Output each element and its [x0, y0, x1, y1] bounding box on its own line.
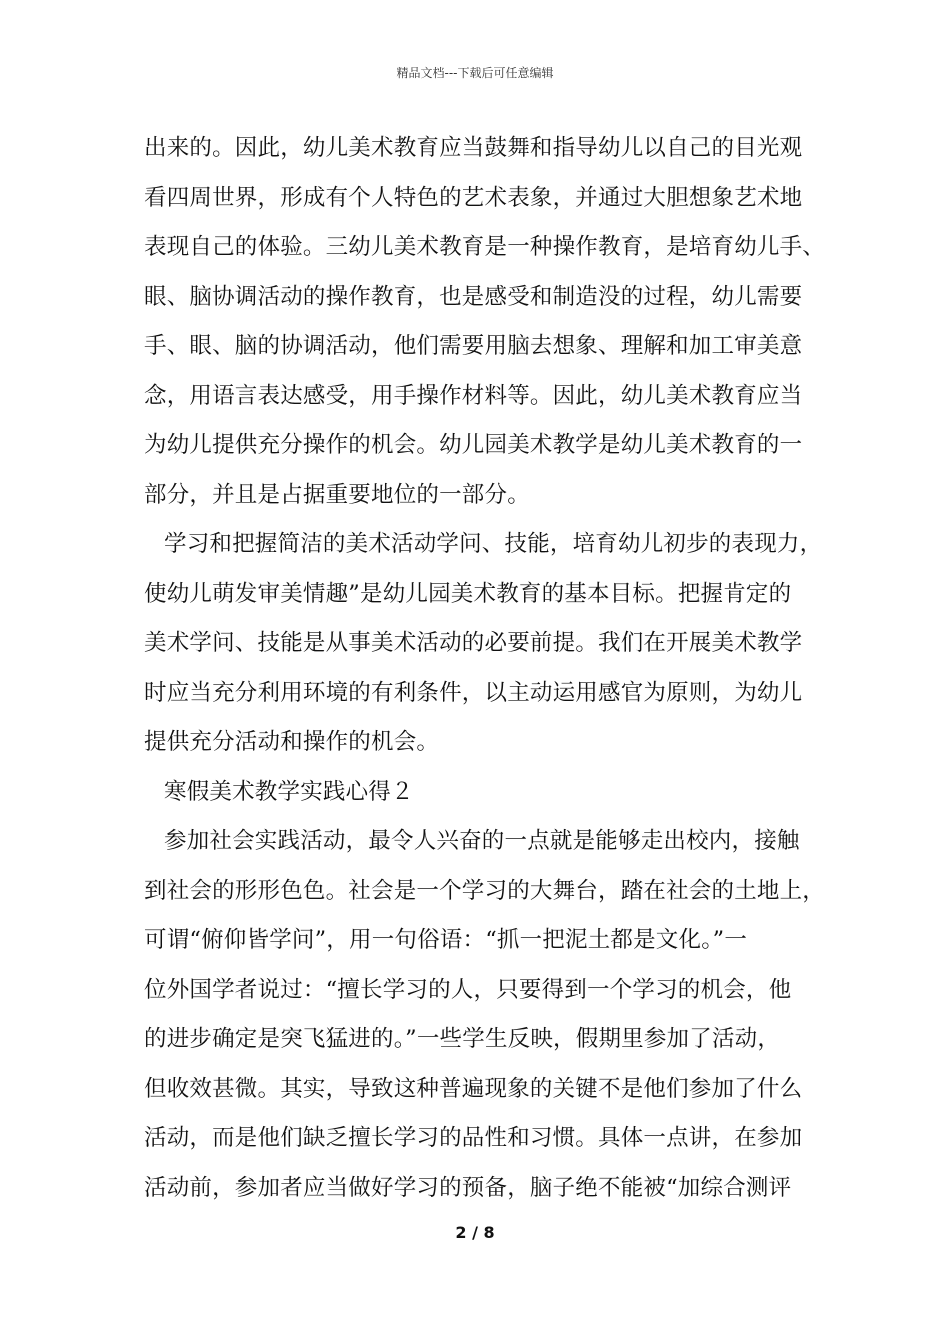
text-line: 念，用语言表达感受，用手操作材料等。因此，幼儿美术教育应当	[144, 382, 803, 409]
text-line: 提供充分活动和操作的机会。	[144, 729, 440, 755]
text-line: 手、眼、脑的协调活动，他们需要用脑去想象、理解和加工审美意	[144, 333, 803, 359]
text-line: 到社会的形形色色。社会是一个学习的大舞台，踏在社会的土地上，	[144, 877, 826, 904]
text-line: 为幼儿提供充分操作的机会。幼儿园美术教学是幼儿美术教育的一	[144, 432, 803, 458]
page-current: 2	[455, 1223, 467, 1242]
text-line: 可谓“俯仰皆学问”，用一句俗语：“抓一把泥土都是文化。”一	[144, 927, 748, 953]
paragraph-start-line: 参加社会实践活动，最令人兴奋的一点就是能够走出校内，接触	[164, 828, 800, 854]
paragraph-start-line: 学习和把握简洁的美术活动学问、技能，培育幼儿初步的表现力，	[164, 531, 823, 557]
section-heading: 寒假美术教学实践心得２	[164, 778, 414, 805]
text-line: 部分，并且是占据重要地位的一部分。	[144, 481, 530, 508]
text-line: 出来的。因此，幼儿美术教育应当鼓舞和指导幼儿以自己的目光观	[144, 135, 803, 161]
text-line: 表现自己的体验。三幼儿美术教育是一种操作教育，是培育幼儿手、	[144, 234, 826, 260]
text-line: 时应当充分利用环境的有利条件，以主动运用感官为原则，为幼儿	[144, 679, 803, 706]
text-line: 活动前，参加者应当做好学习的预备，脑子绝不能被“加综合测评	[144, 1174, 792, 1201]
page-total: 8	[483, 1223, 495, 1242]
text-line: 活动，而是他们缺乏擅长学习的品性和习惯。具体一点讲，在参加	[144, 1125, 803, 1151]
page-separator: /	[466, 1223, 484, 1242]
page-header: 精品文档---下载后可任意编辑	[396, 66, 554, 80]
text-line: 的进步确定是突飞猛进的。”一些学生反映，假期里参加了活动，	[144, 1026, 781, 1052]
text-line: 使幼儿萌发审美情趣”是幼儿园美术教育的基本目标。把握肯定的	[144, 580, 792, 607]
page-number	[0, 1224, 950, 1242]
document-body	[144, 124, 824, 1213]
text-line: 看四周世界，形成有个人特色的艺术表象，并通过大胆想象艺术地	[144, 184, 803, 211]
text-line: 位外国学者说过：“擅长学习的人，只要得到一个学习的机会，他	[144, 976, 792, 1003]
text-line: 眼、脑协调活动的操作教育，也是感受和制造没的过程，幼儿需要	[144, 283, 803, 310]
text-line: 美术学问、技能是从事美术活动的必要前提。我们在开展美术教学	[144, 630, 803, 656]
text-line: 但收效甚微。其实，导致这种普遍现象的关键不是他们参加了什么	[144, 1075, 803, 1102]
